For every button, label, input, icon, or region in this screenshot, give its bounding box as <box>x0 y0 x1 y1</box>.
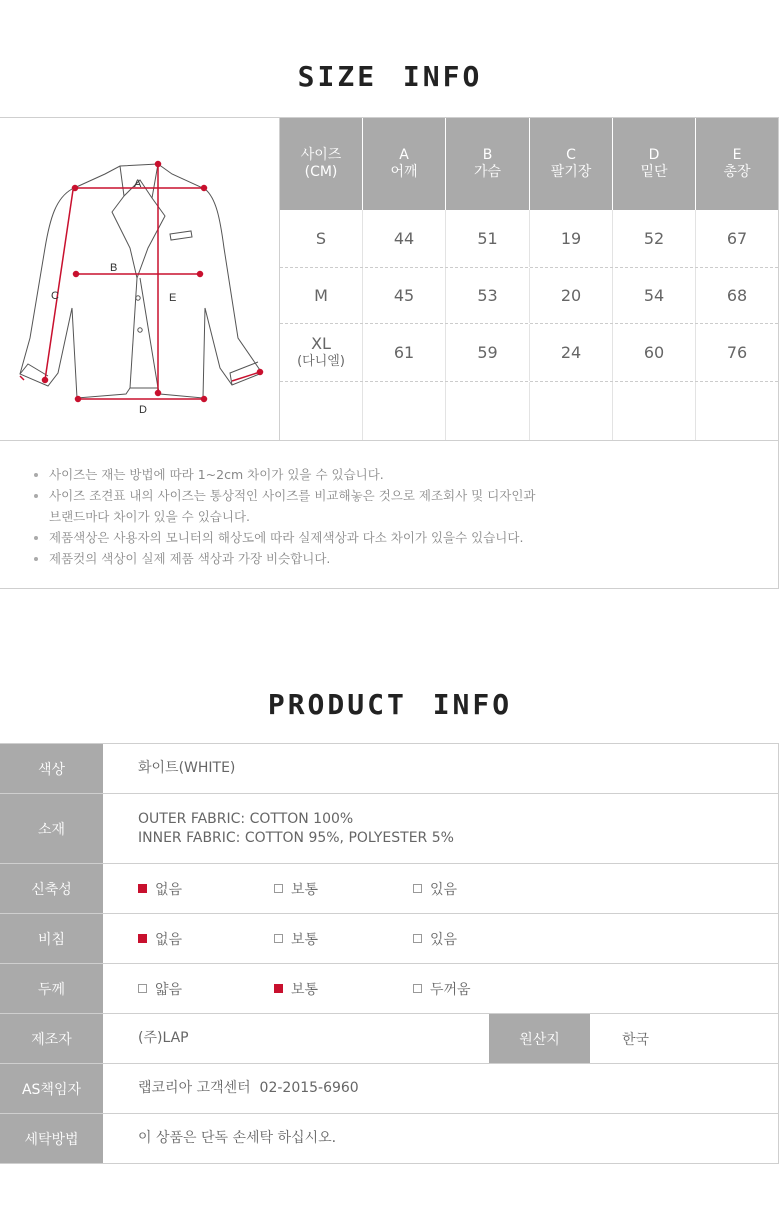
option-label: 보통 <box>291 881 319 898</box>
table-row <box>0 744 778 794</box>
header-sublabel: 밑단 <box>640 164 668 180</box>
note-text: 제품컷의 색상이 실제 제품 색상과 가장 비슷합니다. <box>49 551 331 566</box>
size-info-title: SIZE INFO <box>297 60 483 93</box>
checkbox-empty-icon <box>413 934 422 943</box>
size-table <box>280 118 778 440</box>
option-label: 보통 <box>291 931 319 948</box>
header-size <box>280 118 363 210</box>
checkbox-checked-icon <box>274 984 283 993</box>
value-cell: 76 <box>726 342 748 362</box>
checkbox-empty-icon <box>413 884 422 893</box>
option-thick <box>413 964 471 1013</box>
header-sublabel: 총장 <box>723 164 751 180</box>
row-label: AS책임자 <box>0 1064 103 1113</box>
jacket-diagram <box>0 118 280 440</box>
option-thin <box>138 964 182 1013</box>
option-yes <box>413 914 457 963</box>
option-normal <box>274 964 318 1013</box>
option-none <box>138 914 182 963</box>
value-cell: 67 <box>726 228 748 248</box>
row-label: 신축성 <box>0 864 103 913</box>
table-row <box>0 914 778 964</box>
origin-label: 원산지 <box>489 1014 590 1063</box>
maker-value: (주)LAP <box>138 1030 189 1046</box>
row-label: 세탁방법 <box>0 1114 103 1163</box>
header-a <box>363 118 446 210</box>
diagram-label-d: D <box>139 404 147 416</box>
option-label: 보통 <box>291 981 319 998</box>
header-sublabel: (CM) <box>304 164 338 180</box>
table-row <box>280 210 778 268</box>
table-row <box>0 1064 778 1114</box>
diagram-label-c: C <box>51 290 59 302</box>
header-label: E <box>732 147 742 163</box>
value-cell: 44 <box>363 210 446 267</box>
value-cell: 60 <box>613 324 696 381</box>
table-row <box>280 324 778 382</box>
option-label: 두꺼움 <box>430 981 471 998</box>
diagram-label-b: B <box>110 262 118 274</box>
material-outer: OUTER FABRIC: COTTON 100% <box>138 810 354 827</box>
size-cell <box>280 268 363 323</box>
option-none <box>138 864 182 913</box>
row-label: 두께 <box>0 964 103 1013</box>
option-label: 없음 <box>155 931 183 948</box>
row-label: 색상 <box>0 744 103 793</box>
value-cell: 54 <box>613 268 696 323</box>
size-info-box <box>0 117 779 441</box>
diagram-label-e: E <box>169 292 177 304</box>
value-cell: 61 <box>363 324 446 381</box>
table-row <box>0 1014 778 1064</box>
list-item <box>34 527 536 548</box>
size-cell <box>280 210 363 267</box>
value-cell: 53 <box>446 268 530 323</box>
value-cell: 45 <box>363 268 446 323</box>
value-cell: 24 <box>530 324 613 381</box>
header-sublabel: 어깨 <box>390 164 418 180</box>
note-text: 제품색상은 사용자의 모니터의 해상도에 따라 실제색상과 다소 차이가 있을수 있습니다. <box>49 530 524 545</box>
option-label: 있음 <box>430 931 458 948</box>
row-label: 비침 <box>0 914 103 963</box>
value-cell: 59 <box>446 324 530 381</box>
checkbox-checked-icon <box>138 934 147 943</box>
value-cell: 68 <box>726 285 748 305</box>
row-value <box>138 744 235 793</box>
header-sublabel: 팔기장 <box>550 164 592 180</box>
checkbox-empty-icon <box>274 884 283 893</box>
value-cell: 20 <box>530 268 613 323</box>
list-item <box>34 485 536 527</box>
header-label: C <box>566 147 576 163</box>
value-cell <box>696 382 778 440</box>
as-contact-value: 랩코리아 고객센터 02-2015-6960 <box>138 1080 359 1096</box>
value-cell <box>446 382 530 440</box>
row-label: 소재 <box>0 794 103 863</box>
list-item <box>34 548 536 569</box>
size-name: XL <box>311 333 331 353</box>
checkbox-empty-icon <box>413 984 422 993</box>
header-c <box>530 118 613 210</box>
notes-list <box>34 464 536 569</box>
value-cell <box>363 382 446 440</box>
header-b <box>446 118 530 210</box>
option-normal <box>274 864 318 913</box>
size-cell <box>280 382 363 440</box>
header-label: B <box>482 147 493 163</box>
size-name: S <box>315 228 327 248</box>
note-text-continued: 브랜드마다 차이가 있을 수 있습니다. <box>49 509 250 524</box>
value-cell: 51 <box>446 210 530 267</box>
note-text: 사이즈 조견표 내의 사이즈는 통상적인 사이즈를 비교해놓은 것으로 제조회사 및 디자인과 <box>49 488 536 503</box>
size-subname: (다니엘) <box>297 353 345 369</box>
wash-value: 이 상품은 단독 손세탁 하십시오. <box>138 1130 337 1146</box>
table-row <box>0 964 778 1014</box>
option-normal <box>274 914 318 963</box>
header-label: 사이즈 <box>300 147 342 163</box>
table-row <box>0 1114 778 1164</box>
header-e <box>696 118 778 210</box>
list-item <box>34 464 536 485</box>
material-inner: INNER FABRIC: COTTON 95%, POLYESTER 5% <box>138 829 454 846</box>
option-yes <box>413 864 457 913</box>
table-row <box>280 268 778 324</box>
origin-value: 한국 <box>622 1031 650 1048</box>
table-row <box>0 794 778 864</box>
color-value: 화이트(WHITE) <box>138 760 236 776</box>
row-value <box>138 1014 189 1063</box>
checkbox-empty-icon <box>138 984 147 993</box>
header-label: A <box>399 147 409 163</box>
option-label: 있음 <box>430 881 458 898</box>
option-label: 없음 <box>155 881 183 898</box>
size-notes <box>0 440 779 589</box>
value-cell <box>530 382 613 440</box>
header-sublabel: 가슴 <box>473 164 502 180</box>
note-text: 사이즈는 재는 방법에 따라 1~2cm 차이가 있을 수 있습니다. <box>49 467 384 482</box>
checkbox-checked-icon <box>138 884 147 893</box>
size-cell <box>280 324 363 381</box>
value-cell: 52 <box>613 210 696 267</box>
header-label: D <box>648 147 660 163</box>
row-value <box>138 794 454 863</box>
row-value <box>138 1114 336 1163</box>
diagram-label-a: A <box>134 178 142 190</box>
value-cell: 19 <box>530 210 613 267</box>
size-name: M <box>314 285 328 305</box>
option-label: 얇음 <box>155 981 183 998</box>
checkbox-empty-icon <box>274 934 283 943</box>
product-info-table <box>0 743 779 1164</box>
value-cell <box>613 382 696 440</box>
row-value <box>138 1064 359 1113</box>
table-row <box>280 382 778 440</box>
product-info-title: PRODUCT INFO <box>267 688 513 721</box>
table-row <box>0 864 778 914</box>
jacket-outline-icon <box>0 118 279 440</box>
header-d <box>613 118 696 210</box>
size-table-header <box>280 118 778 210</box>
row-label: 제조자 <box>0 1014 103 1063</box>
